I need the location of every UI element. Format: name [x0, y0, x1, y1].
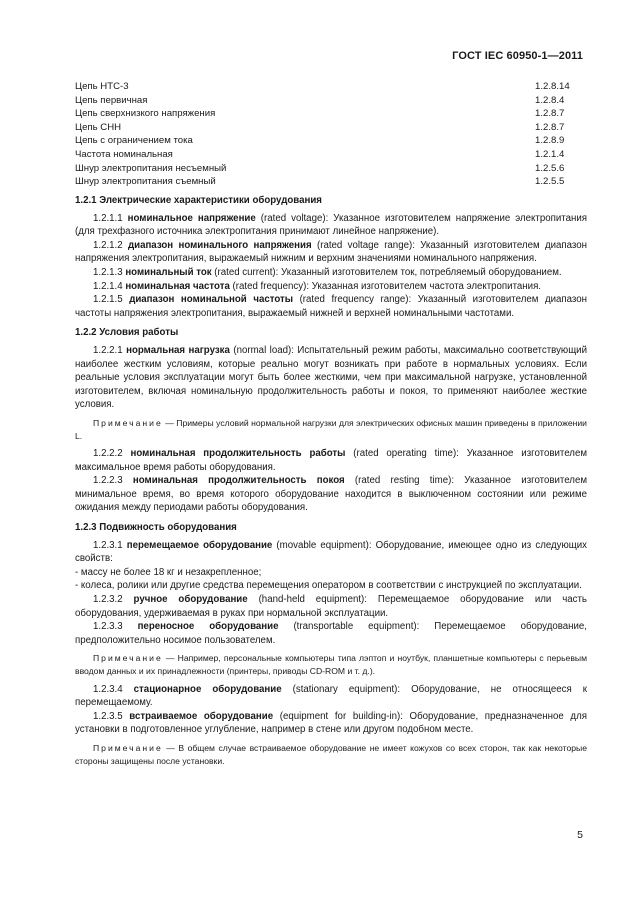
index-term: Шнур электропитания несъемный	[75, 162, 227, 174]
index-term: Цепь СНН	[75, 121, 122, 133]
para-1-2-1-1: 1.2.1.1 номинальное напряжение (rated voltage): Указанное изготовителем напряжение электропитания (для трехфазного источника электропитания принимают линейное напряжение).	[75, 212, 587, 238]
section-title-1-2-1: 1.2.1 Электрические характеристики оборудования	[75, 195, 322, 206]
para-1-2-1-5: 1.2.1.5 диапазон номинальной частоты (rated frequency range): Указанный изготовителем диапазон частоты напряжения электропитания, выражаемый нижней и верхней номинальными частотами.	[75, 294, 587, 319]
para-1-2-2-2: 1.2.2.2 номинальная продолжительность работы (rated operating time): Указанное изготовителем максимальное время работы оборудования.	[75, 448, 587, 473]
index-ref: 1.2.5.6	[535, 162, 565, 174]
index-row	[75, 175, 587, 189]
index-ref: 1.2.8.9	[535, 135, 565, 147]
index-row	[75, 121, 587, 135]
index-row	[75, 162, 587, 176]
bullet-2: - колеса, ролики или другие средства перемещения оператором в соответствии с инструкцией по эксплуатации.	[75, 580, 582, 592]
section-title-1-2-3: 1.2.3 Подвижность оборудования	[75, 522, 237, 534]
para-1-2-2-1: 1.2.2.1 нормальная нагрузка (normal load): Испытательный режим работы, максимально соответствующий наиболее жестким условиям, которые реально могут возникать при работе в нормальных условиях. Если реальные условия эксплуатации могут быть более жесткими, чем при максимальной нагрузке, установленной изготовителем, включая номинальную продолжительность работы и покоя, то применяют наиболее жесткие условия.	[75, 344, 587, 411]
para-1-2-1-2: 1.2.1.2 диапазон номинального напряжения (rated voltage range): Указанный изготовителем диапазон напряжения электропитания, выражаемый нижним и верхним значениями номинального напряжения.	[75, 239, 587, 265]
document-body	[75, 194, 587, 767]
section-title-1-2-2: 1.2.2 Условия работы	[75, 327, 179, 339]
note-1-2-2: Примечание — Примеры условий нормальной нагрузки для электрических офисных машин приведены в приложении L.	[75, 417, 587, 441]
index-ref: 1.2.8.7	[535, 108, 565, 120]
index-term: Цепь с ограничением тока	[75, 135, 193, 147]
note-1-2-3-a: Примечание — Например, персональные компьютеры типа лэптоп и ноутбук, планшетные компьютеры с перьевым вводом данных и их принадлежности (принтеры, приводы CD-ROM и т. д.).	[75, 653, 587, 676]
page-number: 5	[577, 829, 583, 841]
para-1-2-3-3: 1.2.3.3 переносное оборудование (transportable equipment): Перемещаемое оборудование, предположительно носимое пользователем.	[75, 621, 588, 646]
index-row	[75, 94, 587, 108]
index-term: Цепь сверхнизкого напряжения	[75, 108, 216, 120]
index-term: Цепь НТС-3	[75, 81, 129, 92]
index-row	[75, 80, 587, 94]
bullet-1: - массу не более 18 кг и незакрепленное;	[75, 566, 262, 578]
term-index	[75, 80, 587, 189]
standard-header: ГОСТ IEC 60950-1—2011	[452, 50, 583, 62]
index-term: Шнур электропитания съемный	[75, 176, 216, 188]
index-ref: 1.2.8.14	[535, 81, 570, 92]
index-ref: 1.2.5.5	[535, 176, 565, 188]
para-1-2-1-3: 1.2.1.3 номинальный ток (rated current): Указанный изготовителем ток, потребляемый оборудованием.	[93, 266, 562, 278]
index-row	[75, 134, 587, 148]
para-1-2-2-3: 1.2.2.3 номинальная продолжительность покоя (rated resting time): Указанное изготовителем минимальное время, во время которого оборудование находится в выключенном состоянии или режиме ожидания между периодами работы оборудования.	[75, 475, 588, 514]
index-ref: 1.2.8.7	[535, 121, 565, 133]
para-1-2-3-1: 1.2.3.1 перемещаемое оборудование (movable equipment): Оборудование, имеющее одно из следующих свойств:	[75, 539, 588, 565]
para-1-2-3-4: 1.2.3.4 стационарное оборудование (stationary equipment): Оборудование, не относящееся к перемещаемому.	[75, 683, 587, 709]
index-row	[75, 148, 587, 162]
para-1-2-3-5: 1.2.3.5 встраиваемое оборудование (equipment for building-in): Оборудование, предназначенное для установки в подготовленное углубление, например в стене или другом подобном месте.	[75, 710, 587, 736]
index-row	[75, 107, 587, 121]
index-ref: 1.2.8.4	[535, 94, 565, 106]
index-term: Частота номинальная	[75, 148, 173, 160]
para-1-2-1-4: 1.2.1.4 номинальная частота (rated frequency): Указанная изготовителем частота электропитания.	[93, 280, 542, 292]
para-1-2-3-2: 1.2.3.2 ручное оборудование (hand-held equipment): Перемещаемое оборудование или часть оборудования, удерживаемая в руках при нормальной эксплуатации.	[75, 594, 587, 619]
index-ref: 1.2.1.4	[535, 148, 565, 160]
index-term: Цепь первичная	[75, 94, 148, 106]
note-1-2-3-b: Примечание — В общем случае встраиваемое оборудование не имеет кожухов со всех сторон, так как некоторые стороны защищены после установки.	[75, 742, 587, 766]
